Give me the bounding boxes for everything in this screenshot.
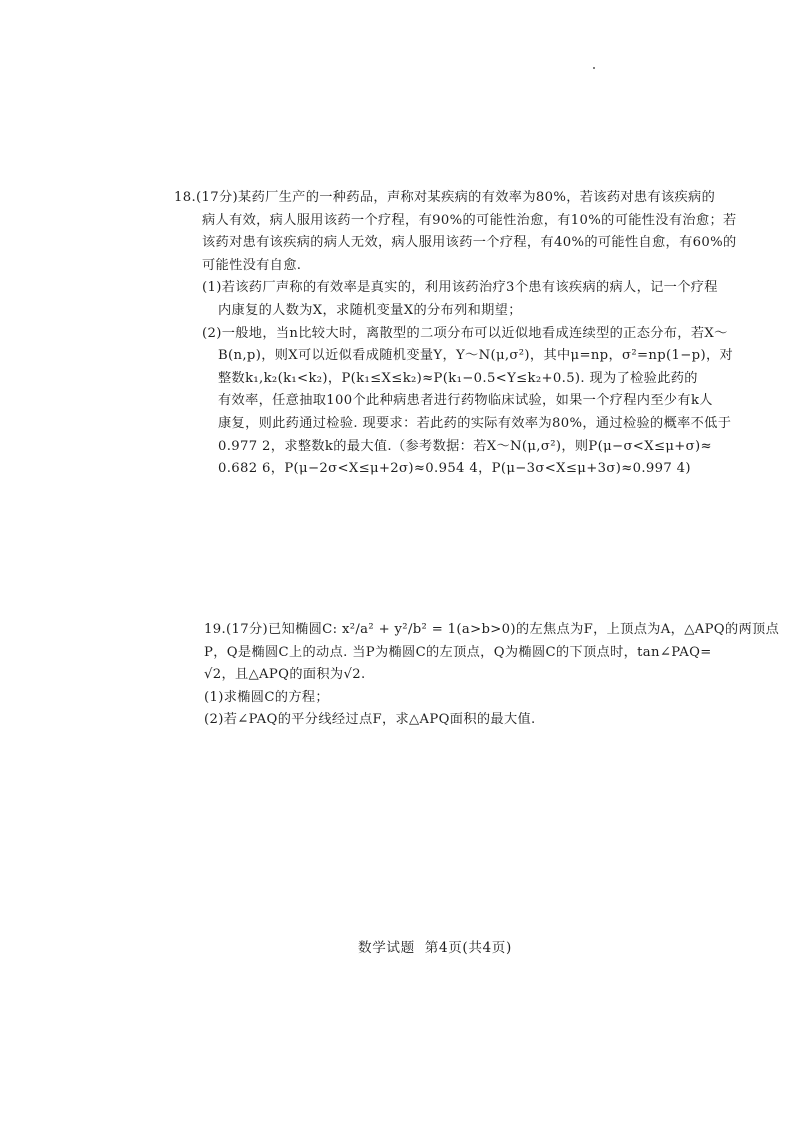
problem-18-part-2-line: 康复，则此药通过检验. 现要求：若此药的实际有效率为80%，通过检验的概率不低于 [218, 415, 732, 431]
problem-19-stem-line: √2，且△APQ的面积为√2. [204, 667, 366, 683]
problem-18-part-2-line: B(n,p)，则X可以近似看成随机变量Y，Y～N(μ,σ²)，其中μ=np，σ²=np(1−p)，对 [218, 348, 734, 364]
problem-19-part-2: (2)若∠PAQ的平分线经过点F，求△APQ面积的最大值. [204, 712, 536, 728]
problem-19-stem-line: 19.(17分)已知椭圆C: x²/a² + y²/b² = 1(a>b>0)的左焦点为F，上顶点为A，△APQ的两顶点 [204, 622, 780, 637]
problem-18-part-2-line: (2)一般地，当n比较大时，离散型的二项分布可以近似地看成连续型的正态分布，若X～ [202, 325, 728, 341]
problem-18-part-2-line: 整数k₁,k₂(k₁<k₂)，P(k₁≤X≤k₂)≈P(k₁−0.5<Y≤k₂+0.5). 现为了检验此药的 [218, 370, 698, 386]
footer-page-number: 第4页(共4页) [424, 940, 512, 956]
footer-subject: 数学试题 [358, 940, 415, 956]
problem-18-part-2-line: 有效率，任意抽取100个此种病患者进行药物临床试验，如果一个疗程内至少有k人 [218, 393, 713, 409]
scan-speck [593, 67, 595, 69]
problem-19-part-1: (1)求椭圆C的方程； [204, 689, 329, 705]
problem-19 [204, 619, 780, 732]
page-footer [358, 936, 512, 956]
problem-18-part-2-line: 0.977 2，求整数k的最大值.（参考数据：若X～N(μ,σ²)，则P(μ−σ<X≤μ+σ)≈ [218, 438, 712, 454]
problem-18-part-1-line: (1)若该药厂声称的有效率是真实的，利用该药治疗3个患有该疾病的病人，记一个疗程 [202, 280, 718, 296]
problem-19-stem-line: P，Q是椭圆C上的动点. 当P为椭圆C的左顶点，Q为椭圆C的下顶点时，tan∠PAQ= [204, 644, 712, 660]
problem-18-stem-line: 18.(17分)某药厂生产的一种药品，声称对某疾病的有效率为80%，若该药对患有该疾病的 [174, 190, 716, 205]
problem-18 [174, 187, 737, 481]
problem-18-stem-line: 可能性没有自愈. [202, 257, 302, 273]
problem-18-part-2-line: 0.682 6，P(μ−2σ<X≤μ+2σ)≈0.954 4，P(μ−3σ<X≤μ+3σ)≈0.997 4) [218, 461, 691, 477]
problem-18-stem-line: 病人有效，病人服用该药一个疗程，有90%的可能性治愈，有10%的可能性没有治愈；若 [202, 212, 737, 228]
problem-18-part-1-line: 内康复的人数为X，求随机变量X的分布列和期望； [218, 302, 522, 318]
problem-18-stem-line: 该药对患有该疾病的病人无效，病人服用该药一个疗程，有40%的可能性自愈，有60%的 [202, 235, 737, 251]
